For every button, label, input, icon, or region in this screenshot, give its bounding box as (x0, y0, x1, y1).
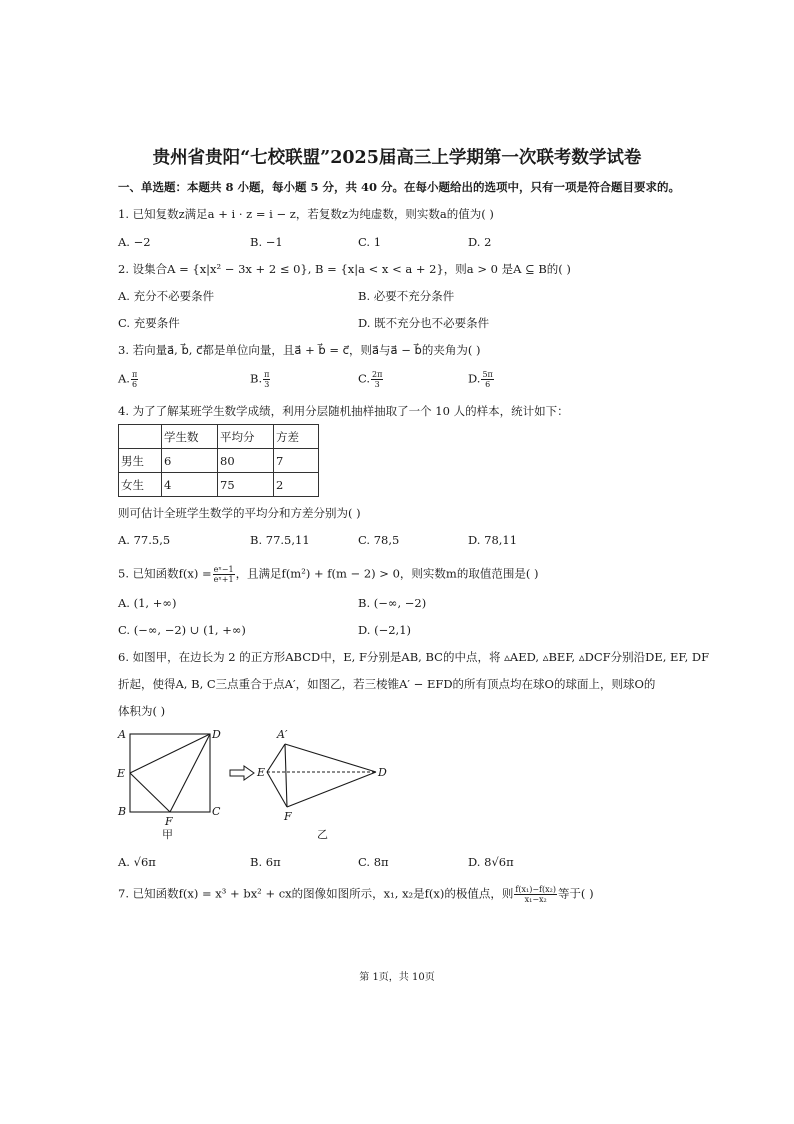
table-row (119, 449, 319, 473)
q3-stem: 3. 若向量a⃗, b⃗, c⃗都是单位向量，且a⃗ + b⃗ = c⃗，则a⃗与a⃗ − b⃗的夹角为( ) (118, 343, 481, 357)
q5-stem: 5. 已知函数f(x) = $\frac{\text{eˣ−1}}{\text{eˣ+1}}$ ，且满足f(m²) + f(m − 2) > 0，则实数m的取值范围是( ) (118, 565, 539, 584)
square-figure (130, 734, 210, 812)
q1-option-b: B. −1 (250, 235, 283, 249)
q5-option-c: C. (−∞, −2) ∪ (1, +∞) (118, 623, 246, 637)
table-cell: 75 (218, 473, 274, 497)
label-c: C (212, 805, 221, 818)
q3-option-d: D. $\frac{5\pi}{6}$ (468, 370, 493, 389)
segment-fd (170, 734, 210, 812)
q4-option-b: B. 77.5,11 (250, 533, 310, 547)
q1-option-c: C. 1 (358, 235, 382, 249)
q3-option-a: A. $\frac{\pi}{6}$ (118, 370, 138, 389)
edge-ae (267, 744, 285, 772)
fig2-caption: 乙 (317, 828, 328, 841)
page-title: 贵州省贵阳“七校联盟”2025届高三上学期第一次联考数学试卷 (152, 148, 642, 168)
tetrahedron-figure (267, 744, 376, 807)
q3-option-c: C. $\frac{2\pi}{3}$ (358, 370, 383, 389)
table-row (119, 473, 319, 497)
table-cell: 6 (162, 449, 218, 473)
q2-option-c: C. 充要条件 (118, 316, 180, 330)
q1-stem: 1. 已知复数z满足a + i · z = i − z，若复数z为纯虚数，则实数a的值为( ) (118, 207, 494, 221)
label-f2: F (284, 810, 292, 823)
table-cell: 2 (274, 473, 319, 497)
table-cell: 80 (218, 449, 274, 473)
edge-ef (267, 772, 287, 807)
q6-stem-line2: 折起，使得A, B, C三点重合于点A′，如图乙，若三棱锥A′ − EFD的所有顶点均在球O的球面上，则球O的 (118, 677, 656, 691)
table-cell: 男生 (119, 449, 162, 473)
q6-option-c: C. 8π (358, 855, 389, 869)
table-cell: 方差 (274, 425, 319, 449)
q4-followup: 则可估计全班学生数学的平均分和方差分别为( ) (118, 506, 361, 520)
q2-option-a: A. 充分不必要条件 (118, 289, 215, 303)
q2-option-b: B. 必要不充分条件 (358, 289, 455, 303)
label-d2: D (378, 766, 387, 779)
arrow-icon (230, 766, 254, 780)
table-cell: 学生数 (162, 425, 218, 449)
q2-option-d: D. 既不充分也不必要条件 (358, 316, 490, 330)
table-cell: 平均分 (218, 425, 274, 449)
q6-option-b: B. 6π (250, 855, 281, 869)
label-f: F (165, 815, 173, 828)
segment-ed (130, 734, 210, 773)
q5-option-b: B. (−∞, −2) (358, 596, 427, 610)
q6-figures (112, 722, 412, 847)
table-cell: 女生 (119, 473, 162, 497)
edge-af (285, 744, 287, 807)
edge-ad (285, 744, 376, 772)
segment-ef (130, 773, 170, 812)
table-cell: 7 (274, 449, 319, 473)
fig1-caption: 甲 (162, 828, 173, 841)
label-e: E (117, 767, 126, 780)
label-b: B (118, 805, 127, 818)
q5-option-d: D. (−2,1) (358, 623, 412, 637)
q4-option-a: A. 77.5,5 (118, 533, 171, 547)
q7-stem: 7. 已知函数f(x) = x³ + bx² + cx的图像如图所示，x₁, x₂是f(x)的极值点，则 $\frac{\text{f(x₁)−f(x₂)}}{\text{x₁−x₂}}$ 等于( ) (118, 885, 594, 904)
section-heading: 一、单选题：本题共 8 小题，每小题 5 分，共 40 分。在每小题给出的选项中，只有一项是符合题目要求的。 (118, 180, 681, 194)
label-a: A (118, 728, 126, 741)
stats-table (118, 424, 319, 497)
page-footer: 第 1页，共 10页 (359, 972, 435, 983)
q2-stem: 2. 设集合A = {x|x² − 3x + 2 ≤ 0}, B = {x|a < x < a + 2}，则a > 0 是A ⊆ B的( ) (118, 262, 571, 276)
q6-option-a: A. √6π (118, 855, 156, 869)
table-cell (119, 425, 162, 449)
q4-option-c: C. 78,5 (358, 533, 400, 547)
q4-stem: 4. 为了了解某班学生数学成绩，利用分层随机抽样抽取了一个 10 人的样本，统计如下： (118, 404, 569, 418)
label-e2: E (257, 766, 266, 779)
q5-option-a: A. (1, +∞) (118, 596, 177, 610)
label-a-prime: A′ (277, 728, 288, 741)
q3-option-b: B. $\frac{\pi}{3}$ (250, 370, 270, 389)
square-abcd (130, 734, 210, 812)
label-d: D (212, 728, 221, 741)
q6-option-d: D. 8√6π (468, 855, 514, 869)
q4-option-d: D. 78,11 (468, 533, 518, 547)
table-header-row (119, 425, 319, 449)
table-cell: 4 (162, 473, 218, 497)
q6-stem-line1: 6. 如图甲，在边长为 2 的正方形ABCD中，E, F分别是AB, BC的中点，将 ▵AED, ▵BEF, ▵DCF分别沿DE, EF, DF (118, 650, 710, 664)
q1-option-d: D. 2 (468, 235, 492, 249)
q6-stem-line3: 体积为( ) (118, 704, 166, 718)
edge-fd (287, 772, 376, 807)
q1-option-a: A. −2 (118, 235, 151, 249)
